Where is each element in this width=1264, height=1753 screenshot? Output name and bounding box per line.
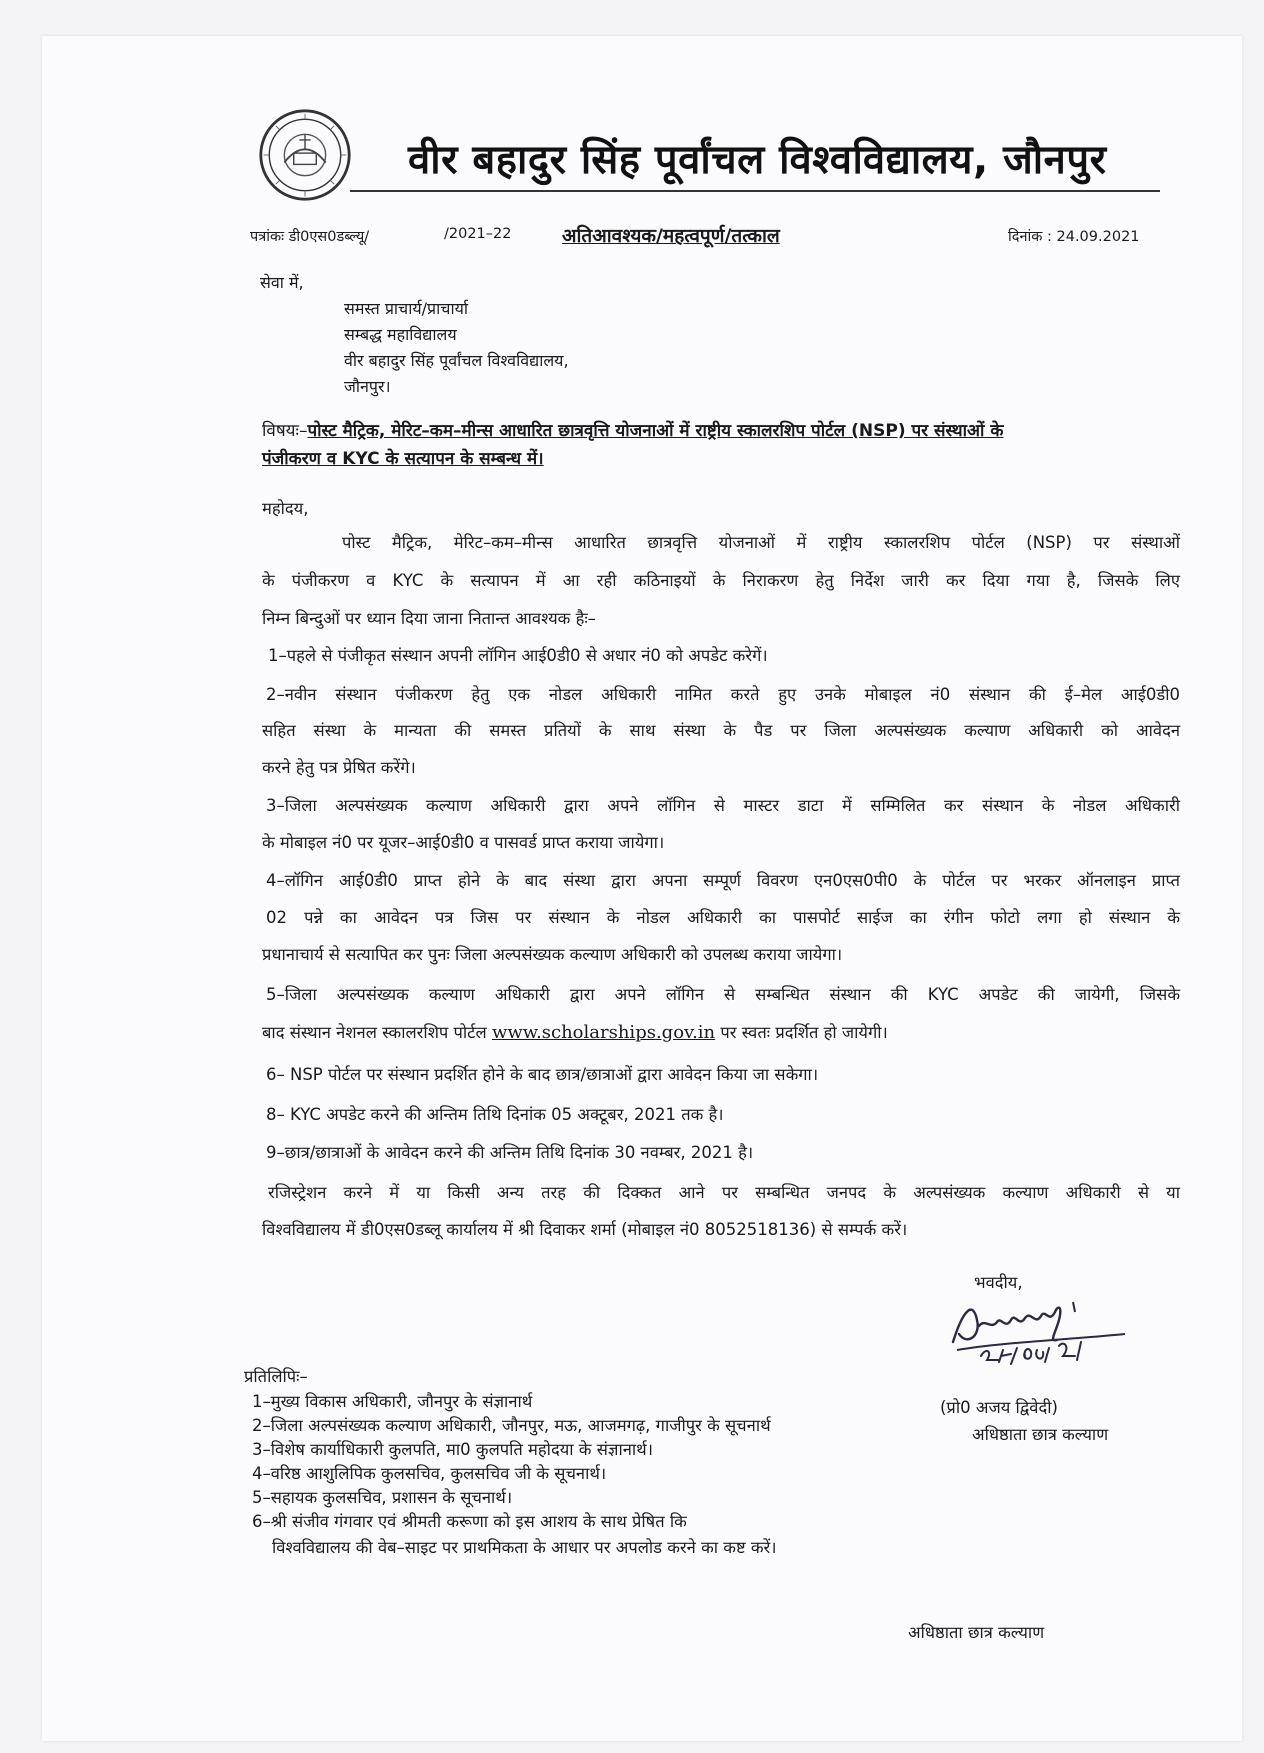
point-item: 5–जिला अल्पसंख्यक कल्याण अधिकारी द्वारा अपने लॉगिन से सम्बन्धित संस्थान की KYC अपडेट की जायेगी, जिसके	[266, 985, 1180, 1004]
point-item: 02 पन्ने का आवेदन पत्र जिस पर संस्थान के नोडल अधिकारी का पासपोर्ट साईज का रंगीन फोटो लगा हो संस्थान के	[266, 908, 1180, 927]
signatory-designation: अधिष्ठाता छात्र कल्याण	[972, 1425, 1109, 1444]
recipient-line: वीर बहादुर सिंह पूर्वांचल विश्वविद्यालय,	[344, 351, 569, 370]
copies-heading: प्रतिलिपिः–	[244, 1367, 308, 1386]
copy-item: 1–मुख्य विकास अधिकारी, जौनपुर के संज्ञानार्थ	[252, 1392, 533, 1411]
body-line: के पंजीकरण व KYC के सत्यापन में आ रही कठिनाइयों के निराकरण हेतु निर्देश जारी कर दिया गया है, जिसके लिए	[262, 571, 1180, 590]
point-item: 3–जिला अल्पसंख्यक कल्याण अधिकारी द्वारा अपने लॉगिन से मास्टर डाटा में सम्मिलित कर संस्थान के नोडल अधिकारी	[266, 796, 1180, 815]
reference-number-prefix: पत्रांकः डी0एस0डब्ल्यू/	[250, 229, 370, 245]
point-item	[262, 1020, 888, 1043]
valediction: भवदीय,	[974, 1273, 1023, 1292]
recipient-line: जौनपुर।	[344, 377, 391, 396]
closing-line: विश्वविद्यालय में डी0एस0डब्लू कार्यालय में श्री दिवाकर शर्मा (मोबाइल नं0 8052518136) से सम्पर्क करें।	[262, 1220, 908, 1239]
recipient-line: समस्त प्राचार्य/प्राचार्या	[344, 299, 469, 318]
salutation: सेवा में,	[260, 273, 304, 292]
header-divider	[350, 190, 1160, 192]
point-item: 1–पहले से पंजीकृत संस्थान अपनी लॉगिन आई0डी0 से अधार नं0 को अपडेट करेगें।	[268, 646, 768, 665]
copy-item: 4–वरिष्ठ आशुलिपिक कुलसचिव, कुलसचिव जी के सूचनार्थ।	[252, 1464, 607, 1483]
letter-date: दिनांक : 24.09.2021	[1008, 229, 1140, 245]
scholarship-portal-link[interactable]: www.scholarships.gov.in	[491, 1022, 716, 1043]
university-name: वीर बहादुर सिंह पूर्वांचल विश्वविद्यालय, जौनपुर	[408, 137, 1107, 183]
copy-item: विश्वविद्यालय की वेब–साइट पर प्राथमिकता के आधार पर अपलोड करने का कष्ट करें।	[272, 1538, 777, 1557]
closing-line: रजिस्ट्रेशन करने में या किसी अन्य तरह की दिक्कत आने पर सम्बन्धित जनपद के अल्पसंख्यक कल्याण अधिकारी से या	[268, 1183, 1180, 1202]
university-seal-icon	[258, 108, 352, 202]
urgency-label: अतिआवश्यक/महत्वपूर्ण/तत्काल	[562, 225, 780, 247]
point-item: 8– KYC अपडेट करने की अन्तिम तिथि दिनांक 05 अक्टूबर, 2021 तक है।	[266, 1105, 724, 1124]
subject	[262, 417, 1182, 473]
point-item: 2–नवीन संस्थान पंजीकरण हेतु एक नोडल अधिकारी नामित करते हुए उनके मोबाइल नं0 संस्थान की ई–मेल आई0डी0	[266, 685, 1180, 704]
body-line: निम्न बिन्दुओं पर ध्यान दिया जाना नितान्त आवश्यक हैः–	[262, 609, 596, 628]
handwritten-signature	[945, 1290, 1145, 1370]
subject-line: पंजीकरण व KYC के सत्यापन के सम्बन्ध में।	[262, 449, 544, 469]
point-item: करने हेतु पत्र प्रेषित करेंगे।	[262, 758, 416, 777]
point-item: सहित संस्था के मान्यता की समस्त प्रतियों के साथ संस्था के पैड पर जिला अल्पसंख्यक कल्याण अधिकारी को आवेदन	[262, 721, 1180, 740]
copy-item: 2–जिला अल्पसंख्यक कल्याण अधिकारी, जौनपुर, मऊ, आजमगढ़, गाजीपुर के सूचनार्थ	[252, 1416, 771, 1435]
subject-label: विषयः–	[262, 421, 308, 441]
point-item: 4–लॉगिन आई0डी0 प्राप्त होने के बाद संस्था द्वारा अपना सम्पूर्ण विवरण एन0एस0पी0 के पोर्टल पर भरकर ऑनलाइन प्राप्त	[266, 871, 1180, 890]
signatory-name: (प्रो0 अजय द्विवेदी)	[940, 1398, 1058, 1417]
point-item: प्रधानाचार्य से सत्यापित कर पुनः जिला अल्पसंख्यक कल्याण अधिकारी को उपलब्ध कराया जायेगा।	[262, 945, 843, 964]
copy-item: 6–श्री संजीव गंगवार एवं श्रीमती करूणा को इस आशय के साथ प्रेषित कि	[252, 1512, 687, 1531]
greeting: महोदय,	[262, 499, 309, 518]
copy-item: 3–विशेष कार्याधिकारी कुलपति, मा0 कुलपति महोदया के संज्ञानार्थ।	[252, 1440, 653, 1459]
point-item: 9–छात्र/छात्राओं के आवेदन करने की अन्तिम तिथि दिनांक 30 नवम्बर, 2021 है।	[266, 1143, 754, 1162]
point-text: बाद संस्थान नेशनल स्कालरशिप पोर्टल	[262, 1023, 487, 1042]
subject-line: पोस्ट मैट्रिक, मेरिट–कम–मीन्स आधारित छात्रवृत्ति योजनाओं में राष्ट्रीय स्कालरशिप पोर्टल (NSP) पर संस्थाओं के	[307, 421, 1004, 441]
point-item: 6– NSP पोर्टल पर संस्थान प्रदर्शित होने के बाद छात्र/छात्राओं द्वारा आवेदन किया जा सकेगा।	[266, 1065, 819, 1084]
reference-number-year: /2021–22	[444, 226, 512, 242]
copy-item: 5–सहायक कुलसचिव, प्रशासन के सूचनार्थ।	[252, 1488, 513, 1507]
recipient-line: सम्बद्ध महाविद्यालय	[344, 325, 457, 344]
point-text: पर स्वतः प्रदर्शित हो जायेगी।	[720, 1023, 888, 1042]
point-item: के मोबाइल नं0 पर यूजर–आई0डी0 व पासवर्ड प्राप्त कराया जायेगा।	[262, 833, 665, 852]
body-line: पोस्ट मैट्रिक, मेरिट–कम–मीन्स आधारित छात्रवृत्ति योजनाओं में राष्ट्रीय स्कालरशिप पोर्टल (NSP) पर संस्थाओं	[342, 533, 1180, 552]
footer-designation: अधिष्ठाता छात्र कल्याण	[908, 1623, 1045, 1642]
